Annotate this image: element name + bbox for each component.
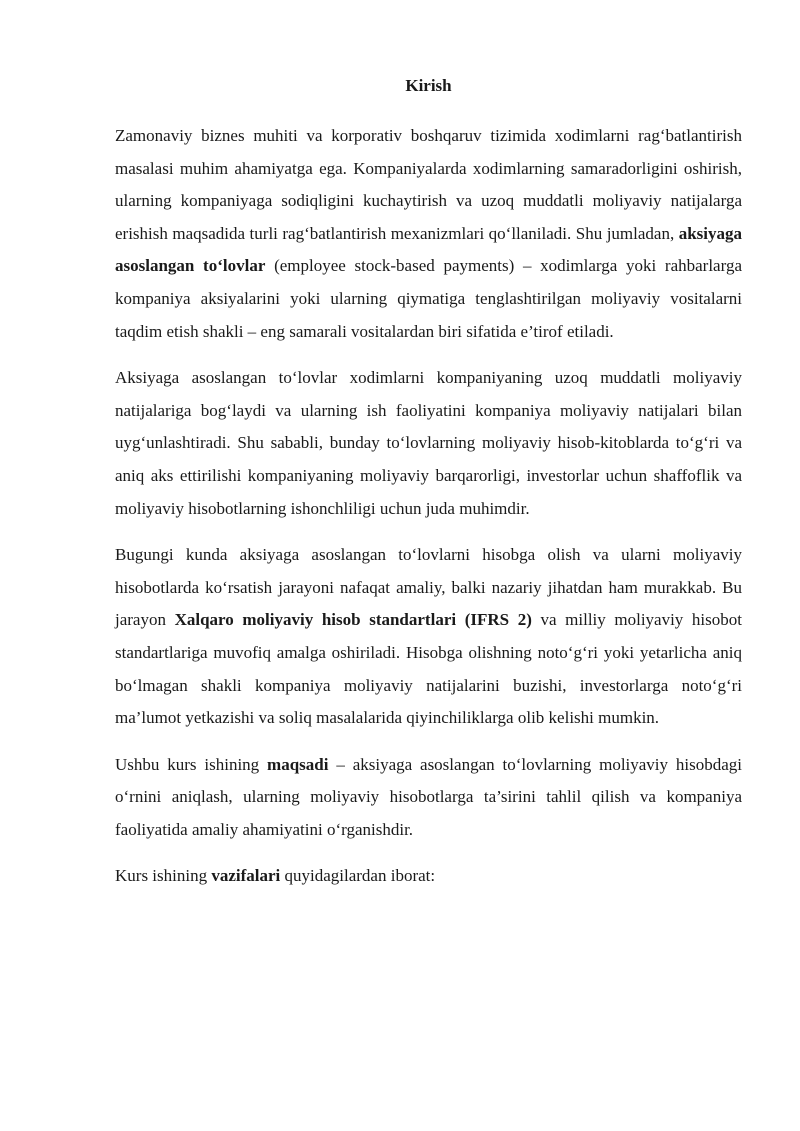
document-page <box>115 70 742 907</box>
paragraph-3-text-2: va milliy moliyaviy hisobot standartlariga muvofiq amalga oshiriladi. Hisobga olishning noto‘g‘ri yoki yetarlicha aniq bo‘lmagan shakli kompaniya moliyaviy natijalarini buzishi, investorlarga noto‘g‘ri ma’lumot yetkazishi va soliq masalalarida qiyinchiliklarga olib kelishi mumkin. <box>115 610 742 728</box>
paragraph-3-text-1: Bugungi kunda aksiyaga asoslangan to‘lovlarni hisobga olish va ularni moliyaviy hisobotlarda ko‘rsatish jarayoni nafaqat amaliy, balki nazariy jihatdan ham murakkab. Bu jarayon <box>115 545 742 630</box>
paragraph-2 <box>115 362 742 525</box>
paragraph-1-text-1: Zamonaviy biznes muhiti va korporativ boshqaruv tizimida xodimlarni rag‘batlantirish masalasi muhim ahamiyatga ega. Kompaniyalarda xodimlarning samaradorligini oshirish, ularning kompaniyaga sodiqligini kuchaytirish va uzoq muddatli moliyaviy natijalarga erishish maqsadida turli rag‘batlantirish mexanizmlari qo‘llaniladi. Shu jumladan, <box>115 126 742 243</box>
paragraph-5 <box>115 860 742 893</box>
paragraph-2-text: Aksiyaga asoslangan to‘lovlar xodimlarni kompaniyaning uzoq muddatli moliyaviy natijalariga bog‘laydi va ularning ish faoliyatini kompaniya moliyaviy natijalari bilan uyg‘unlashtiradi. Shu sababli, bunday to‘lovlarning moliyaviy hisob-kitoblarda to‘g‘ri va aniq aks ettirilishi kompaniyaning moliyaviy barqarorligi, investorlar uchun shaffoflik va moliyaviy hisobotlarning ishonchliligi uchun juda muhimdir. <box>115 368 742 518</box>
page-title: Kirish <box>405 76 452 95</box>
paragraph-4 <box>115 749 742 847</box>
paragraph-4-bold-term: maqsadi <box>267 754 329 774</box>
paragraph-5-text-2: quyidagilardan iborat: <box>280 866 436 886</box>
paragraph-3-bold-term: Xalqaro moliyaviy hisob standartlari (IFRS 2) <box>174 610 532 630</box>
paragraph-5-bold-term: vazifalari <box>211 866 281 886</box>
paragraph-1 <box>115 120 742 348</box>
paragraph-4-text-2: – aksiyaga asoslangan to‘lovlarning moliyaviy hisobdagi o‘rnini aniqlash, ularning moliyaviy hisobotlarga ta’sirini tahlil qilish va kompaniya faoliyatida amaliy ahamiyatini o‘rganishdir. <box>115 754 742 839</box>
paragraph-4-text-1: Ushbu kurs ishining <box>115 754 268 774</box>
paragraph-3 <box>115 539 742 735</box>
paragraph-1-bold-term: aksiyaga asoslangan to‘lovlar <box>115 223 742 276</box>
paragraph-5-text-1: Kurs ishining <box>115 866 212 886</box>
paragraph-1-text-2: (employee stock-based payments) – xodimlarga yoki rahbarlarga kompaniya aksiyalarini yoki ularning qiymatiga tenglashtirilgan moliyaviy vositalarni taqdim etish shakli – eng samarali vositalardan biri sifatida e’tirof etiladi. <box>115 256 742 341</box>
